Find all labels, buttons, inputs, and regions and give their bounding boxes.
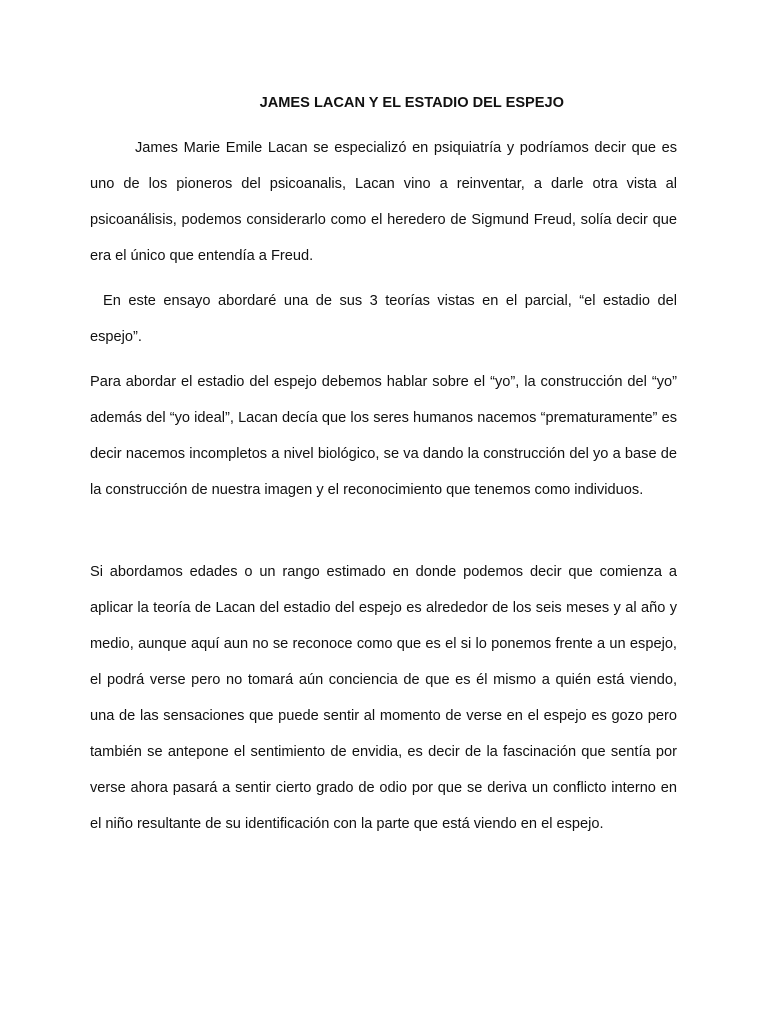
paragraph-essay-purpose: En este ensayo abordaré una de sus 3 teorías vistas en el parcial, “el estadio del espejo”.: [90, 293, 677, 345]
paragraph-yo-construction: Para abordar el estadio del espejo debemos hablar sobre el “yo”, la construcción del “yo” además del “yo ideal”, Lacan decía que los seres humanos nacemos “prematuramente” es decir nacemos incompletos a nivel biológico, se va dando la construcción del yo a base de la construcción de nuestra imagen y el reconocimiento que tenemos como individuos.: [90, 374, 677, 498]
paragraph-intro: James Marie Emile Lacan se especializó en psiquiatría y podríamos decir que es uno de los pioneros del psicoanalis, Lacan vino a reinventar, a darle otra vista al psicoanálisis, podemos considerarlo como el heredero de Sigmund Freud, solía decir que era el único que entendía a Freud.: [90, 140, 677, 264]
paragraph-age-range: Si abordamos edades o un rango estimado en donde podemos decir que comienza a aplicar la teoría de Lacan del estadio del espejo es alrededor de los seis meses y al año y medio, aunque aquí aun no se reconoce como que es el si lo ponemos frente a un espejo, el podrá verse pero no tomará aún conciencia de que es él mismo a quién está viendo, una de las sensaciones que puede sentir al momento de verse en el espejo es gozo pero también se antepone el sentimiento de envidia, es decir de la fascinación que sentía por verse ahora pasará a sentir cierto grado de odio por que se deriva un conflicto interno en el niño resultante de su identificación con la parte que está viendo en el espejo.: [90, 564, 677, 832]
document-title: JAMES LACAN Y EL ESTADIO DEL ESPEJO: [259, 95, 564, 111]
